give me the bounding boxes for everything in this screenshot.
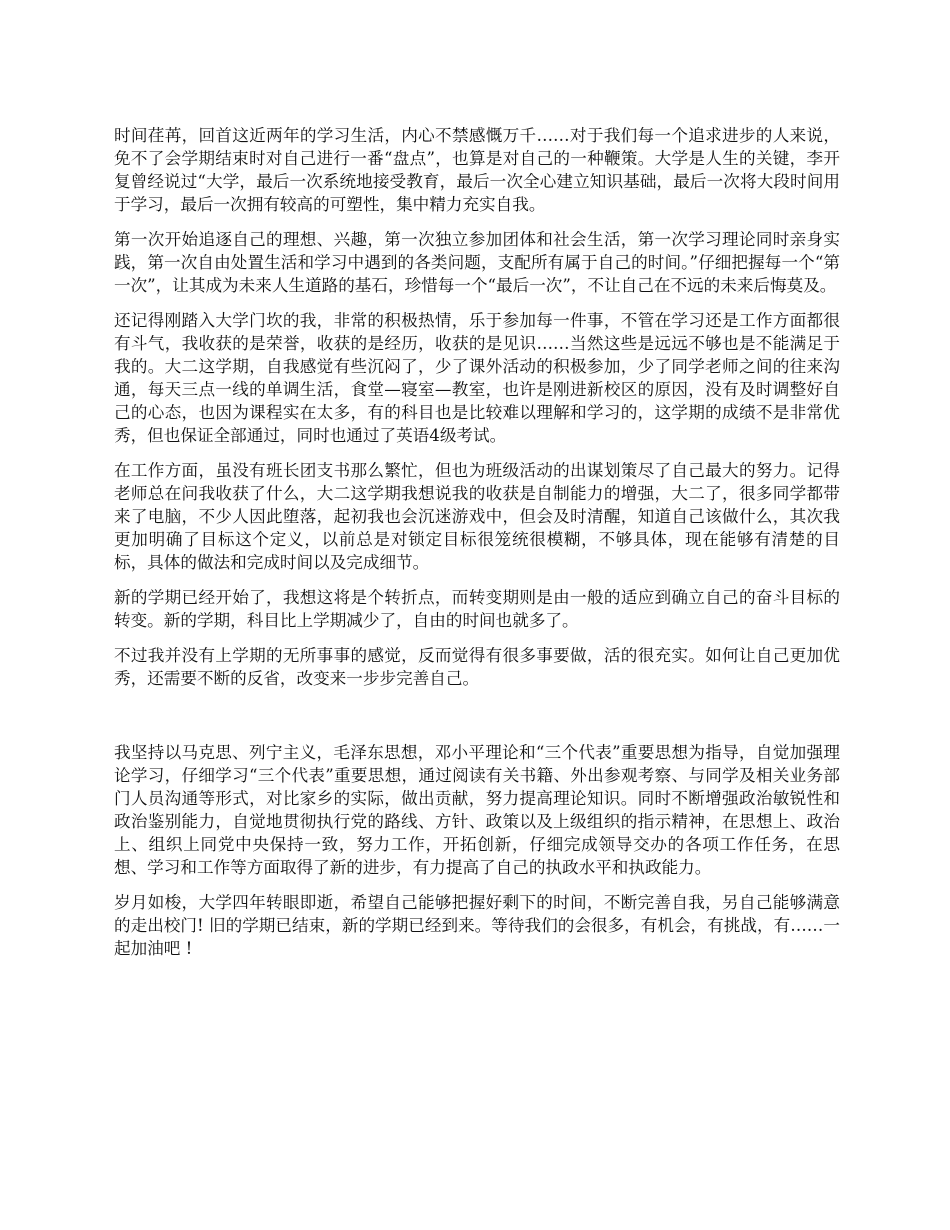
section-gap [114, 702, 840, 741]
paragraph-4: 在工作方面，虽没有班长团支书那么繁忙，但也为班级活动的出谋划策尽了自己最大的努力。记得老师总在问我收获了什么，大二这学期我想说我的收获是自制能力的增强，大二了，很多同学都带来了电脑，不少人因此堕落，起初我也会沉迷游戏中，但会及时清醒，知道自己该做什么，其次我更加明确了目标这个定义，以前总是对锁定目标很笼统很模糊，不够具体，现在能够有清楚的目标，具体的做法和完成时间以及完成细节。 [114, 461, 840, 572]
paragraph-8: 岁月如梭，大学四年转眼即逝，希望自己能够把握好剩下的时间，不断完善自我，另自己能够满意的走出校门! 旧的学期已结束，新的学期已经到来。等待我们的会很多，有机会，有挑战，有……一起加油吧 ! [114, 893, 840, 958]
paragraph-3: 还记得刚踏入大学门坎的我，非常的积极热情，乐于参加每一件事，不管在学习还是工作方面都很有斗气，我收获的是荣誉，收获的是经历，收获的是见识……当然这些是远远不够也是不能满足于我的。大二这学期，自我感觉有些沉闷了，少了课外活动的积极参加，少了同学老师之间的往来沟通，每天三点一线的单调生活，食堂—寝室—教室，也许是刚进新校区的原因，没有及时调整好自己的心态，也因为课程实在太多，有的科目也是比较难以理解和学习的，这学期的成绩不是非常优秀，但也保证全部通过，同时也通过了英语4级考试。 [114, 311, 840, 445]
paragraph-2: 第一次开始追逐自己的理想、兴趣，第一次独立参加团体和社会生活，第一次学习理论同时亲身实践，第一次自由处置生活和学习中遇到的各类问题，支配所有属于自己的时间。”仔细把握每一个“第一次”，让其成为未来人生道路的基石，珍惜每一个“最后一次”，不让自己在不远的未来后悔莫及。 [114, 230, 840, 295]
paragraph-7: 我坚持以马克思、列宁主义，毛泽东思想，邓小平理论和“三个代表”重要思想为指导，自觉加强理论学习，仔细学习“三个代表”重要思想，通过阅读有关书籍、外出参观考察、与同学及相关业务部门人员沟通等形式，对比家乡的实际，做出贡献，努力提高理论知识。同时不断增强政治敏锐性和政治鉴别能力，自觉地贯彻执行党的路线、方针、政策以及上级组织的指示精神，在思想上、政治上、组织上同党中央保持一致，努力工作，开拓创新，仔细完成领导交办的各项工作任务，在思想、学习和工作等方面取得了新的进步，有力提高了自己的执政水平和执政能力。 [114, 743, 840, 877]
paragraph-6: 不过我并没有上学期的无所事事的感觉，反而觉得有很多事要做，活的很充实。如何让自己更加优秀，还需要不断的反省，改变来一步步完善自己。 [114, 646, 840, 688]
paragraph-1: 时间荏苒，回首这近两年的学习生活，内心不禁感慨万千……对于我们每一个追求进步的人来说，免不了会学期结束时对自己进行一番“盘点”，也算是对自己的一种鞭策。大学是人生的关键，李开复曾经说过“大学，最后一次系统地接受教育，最后一次全心建立知识基础，最后一次将大段时间用于学习，最后一次拥有较高的可塑性，集中精力充实自我。 [114, 126, 840, 214]
paragraph-5: 新的学期已经开始了，我想这将是个转折点，而转变期则是由一般的适应到确立自己的奋斗目标的转变。新的学期，科目比上学期减少了，自由的时间也就多了。 [114, 588, 840, 630]
document-body [114, 124, 840, 972]
